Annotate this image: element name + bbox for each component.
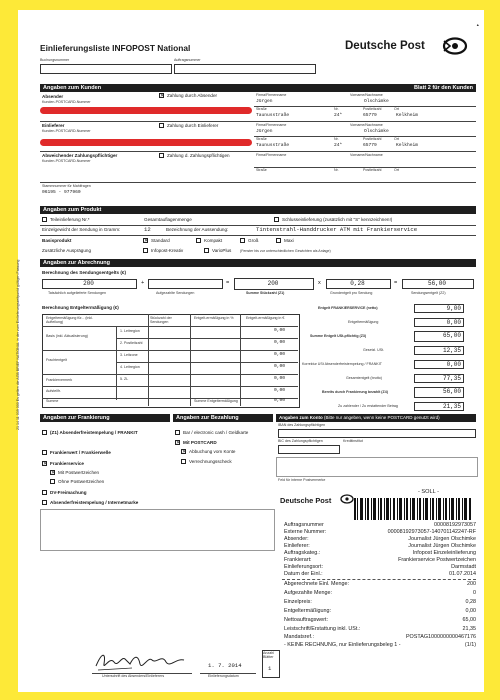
corner-mark: ▲ [476, 23, 480, 27]
deutsche-post-logo-text: Deutsche Post [345, 40, 425, 52]
maxi-checkbox[interactable] [276, 238, 281, 243]
stamm-value: 06195 - 977960 [42, 190, 81, 195]
kunden-bar-right: Blatt 2 für den Kunden [414, 85, 473, 91]
konto-bar-title: Angaben zum Konto [279, 415, 323, 420]
addr3-nr-label: Nr. [334, 168, 339, 172]
addr3-vorname-label: Vorname/Nachname [350, 153, 383, 157]
mit-postwert-checkbox[interactable]: ✕ [51, 470, 56, 476]
feld-intern-label: Feld für interne Postvermerke [278, 478, 326, 482]
cap-menge: Tatsächlich aufgelieferte Sendungen [48, 291, 106, 295]
ermaessigung-table [42, 314, 300, 408]
mit-postcard-label: Mit POSTCARD [183, 440, 217, 445]
receipt-label: Mandatsref.: [284, 634, 314, 640]
receipt-value: Infopost Einzeleinlieferung [412, 550, 476, 556]
addr1-nr-label: Nr. [334, 107, 339, 111]
addr2-plz: 65779 [363, 143, 377, 148]
addr3-ort-label: Ort [394, 168, 399, 172]
teileinlieferung-label: Teileinlieferung Nr.* [50, 217, 90, 222]
auftragsnummer-field[interactable] [174, 64, 316, 74]
absenderfrei-int-label: Absenderfreistempelung / Internetmarke [50, 500, 139, 505]
receipt-value: 0,28 [465, 599, 476, 605]
frankierwert-checkbox[interactable] [42, 450, 47, 455]
abbuchung-label: Abbuchung vom Konte [189, 449, 236, 454]
addr1-vorname-label: Vorname/Nachname [350, 93, 383, 97]
fine-print-block [40, 509, 275, 551]
abweichender-sub: Kunden-POSTCARD-Nummer [42, 159, 91, 163]
receipt-value: 0 [473, 590, 476, 596]
redaction-bar [40, 107, 252, 114]
bezeichnung-value: Tintenstrahl-Handdrucker ATM mit Frankierservice [256, 226, 418, 233]
gesamt-label: Gesamtauflagenmenge [144, 217, 192, 222]
row-name: 3. Leitzone [120, 353, 138, 357]
addr1-nr: 24* [334, 113, 343, 118]
ohne-postwert-label: Ohne Postwertzeichen [58, 479, 105, 484]
buchungsnummer-field[interactable] [40, 64, 172, 74]
col-ermaessigungsart: Entgeltermäßigung für... (inkl. Aufteilung) [46, 316, 93, 325]
addr1-ort: Kelkheim [396, 113, 419, 118]
addr2-nr-label: Nr. [334, 137, 339, 141]
basis-label: Basisprodukt [42, 238, 72, 243]
agb-text: Es gelten die AGB BRIEF NATIONAL in der zum Einlieferungszeitpunkt gültigen Fassung [16, 259, 20, 402]
teileinlieferung-checkbox[interactable] [42, 217, 47, 222]
konto-bar-note: (Bitte nur angeben, wenn keine POSTCARD genutzt wird) [324, 415, 440, 420]
kompakt-checkbox[interactable] [196, 238, 201, 243]
absender-label: Absender [42, 94, 64, 99]
receipt-label: Frankierart: [284, 557, 312, 563]
signature-caption: Unterschrift des Absenders/Einlieferers [102, 674, 165, 678]
row-euro: 0,00 [274, 376, 286, 381]
addr1-plz-label: Postleitzahl [363, 107, 382, 111]
row-name: 1. Leitregion [120, 329, 140, 333]
buchungsnummer-label: Buchungsnummer [40, 58, 70, 62]
total-label: Summe Entgelt USt-pflichtig (Z3) [310, 334, 367, 338]
iban-field[interactable] [278, 429, 476, 438]
kreditinstitut-label: Kreditinstitut [343, 439, 363, 443]
row-euro: 0,00 [274, 388, 286, 393]
einlieferer-label: Einlieferer [42, 123, 65, 128]
addr1-plz: 65779 [363, 113, 377, 118]
addr1-street: Taunusstraße [256, 113, 290, 118]
col-stueck: Stückzahl der Sendungen [150, 316, 172, 325]
entgelt-field[interactable]: 0,28 [326, 279, 391, 289]
barcode [354, 498, 474, 520]
cap-summe: Summe Stückzahl (Z1) [246, 291, 285, 295]
receipt-label: Auftragskateg.: [284, 550, 321, 556]
section-bar-abrechnung [40, 259, 476, 267]
receipt-value: POSTAG1000000000467176 [405, 634, 476, 640]
bic-field[interactable] [278, 445, 340, 454]
post-horn-icon [340, 494, 354, 504]
zahlung-dritte-checkbox[interactable] [159, 153, 164, 158]
standard-checkbox[interactable]: ✕ [144, 238, 149, 244]
post-horn-icon [442, 37, 468, 55]
total-label: Gesamtentgelt (brutto) [346, 376, 382, 380]
anzahl-label: Anzahl Blätter [263, 651, 274, 659]
schluss-checkbox[interactable] [274, 217, 279, 222]
receipt-value: 21,35 [462, 626, 476, 632]
addr1-last: Olschimke [364, 99, 389, 104]
total-label: Korrektur USt Absenderfreistempelung / FRANKIT [302, 362, 382, 366]
row-euro: 0,00 [274, 328, 286, 333]
row-euro: 0,00 [274, 340, 286, 345]
z-summe: Summe [46, 399, 59, 403]
bar-geld-label: Bar / electronic cash / Geldkarte [183, 430, 249, 435]
receipt-label: Externe Nummer: [284, 529, 327, 535]
receipt-label: Einlieferungsort: [284, 564, 323, 570]
section-bar-kunden [40, 84, 476, 92]
row-name: 2. Postleitzahl [120, 341, 143, 345]
einlieferungsdatum-value: 1. 7. 2014 [208, 662, 242, 669]
summe-field[interactable]: 200 [234, 278, 314, 290]
form-sheet [18, 10, 484, 692]
receipt-label: Entgeltermäßigung: [284, 608, 332, 614]
total-label: Zu zahlender / Zu erstattender Betrag [338, 404, 398, 408]
frankierservice-label: Frankierservice [50, 461, 84, 466]
row-name: 5. ZL [120, 377, 129, 381]
form-code: 21 14 11 039 000 [16, 402, 20, 430]
summe-ermaessigung-label: Summe Entgeltermäßigung [194, 399, 238, 403]
abbuchung-checkbox[interactable]: ✕ [182, 449, 187, 455]
receipt-value: 65,00 [462, 617, 476, 623]
receipt-value: 200 [467, 581, 476, 587]
total-value[interactable]: 0,00 [414, 360, 464, 369]
receipt-value: Journalist Jürgen Olschimke [408, 536, 476, 542]
total-value[interactable]: 65,00 [414, 331, 464, 342]
zahlung-einlieferer-label: Zahlung durch Einlieferer [167, 123, 219, 128]
einlieferer-sub: Kunden-POSTCARD-Nummer [42, 129, 91, 133]
dv-frei-checkbox[interactable] [42, 490, 47, 495]
addr1-strasse-label: Straße [256, 107, 267, 111]
total-label: Gesetzl. USt. [363, 348, 385, 352]
row-group: Frankiervermerk [46, 378, 73, 382]
addr1-firma-label: Firma/Firmenname [256, 93, 287, 97]
bic-label: BIC des Zahlungspflichtigen [278, 439, 323, 443]
kreativ-label: Infopost-Kreativ [151, 248, 184, 253]
total-label: Bereits durch Frankierung bezahlt (Z4) [322, 390, 388, 394]
times-sign: x [318, 280, 321, 286]
addr1-ort-label: Ort [394, 107, 399, 111]
absenderfrei-checkbox[interactable] [42, 430, 47, 435]
iban-label: IBAN des Zahlungspflichtigen [278, 423, 326, 427]
receipt-label: Einzelpreis: [284, 599, 312, 605]
total-value[interactable]: 9,00 [414, 304, 464, 313]
equals-sign-2: = [394, 280, 398, 286]
total-value[interactable]: 0,00 [414, 318, 464, 327]
row-group: Basis (inkl. Aktualisierung) [46, 334, 88, 338]
sendungsentgelt-field[interactable]: 56,00 [402, 279, 474, 289]
addr2-strasse-label: Straße [256, 137, 267, 141]
form-title: Einlieferungsliste INFOPOST National [40, 43, 191, 53]
total-label: Entgeltermäßigung [348, 320, 379, 324]
kreativ-checkbox[interactable] [143, 248, 148, 253]
side-text [16, 260, 20, 430]
addr2-ort: Kelkheim [396, 143, 419, 148]
frankierung-bar-title: Angaben zur Frankierung [43, 415, 110, 421]
zahlung-absender-checkbox[interactable]: ✕ [160, 93, 165, 99]
abweichender-label: Abweichender Zahlungspflichtiger [42, 153, 118, 158]
berechnung-label: Berechnung des Sendungsentgelts (€) [42, 270, 126, 275]
dv-frei-label: DV-Freimachung [50, 490, 87, 495]
verrechnung-label: Verrechnungsscheck [189, 459, 232, 464]
addr2-ort-label: Ort [394, 137, 399, 141]
absenderfrei-int-checkbox[interactable] [42, 500, 47, 505]
total-value[interactable]: 77,35 [414, 374, 464, 383]
mit-postcard-checkbox[interactable]: ✕ [176, 440, 181, 446]
row-euro: 0,00 [274, 364, 286, 369]
varioplus-label: VarioPlus [212, 248, 232, 253]
menge-field[interactable]: 200 [42, 279, 137, 289]
bezahlung-bar-title: Angaben zur Bezahlung [176, 415, 239, 421]
addr3-strasse-label: Straße [256, 168, 267, 172]
col-euro: Entgelt-ermäßigung in € [246, 316, 285, 320]
plus-sign: + [141, 280, 145, 286]
soll-label: - SOLL - [418, 489, 439, 495]
receipt-footer-page: (1/1) [464, 642, 476, 648]
kompakt-label: Kompakt [204, 238, 223, 243]
gross-checkbox[interactable] [240, 238, 245, 243]
addr2-last: Olschimke [364, 129, 389, 134]
receipt-label: Aufgezahlte Menge: [284, 590, 332, 596]
zahlung-einlieferer-checkbox[interactable] [159, 123, 164, 128]
receipt-label: Datum der Einl.: [284, 571, 323, 577]
stamm-label: Stammnummer für Mahlfragen [42, 184, 91, 188]
section-bar-frankierung [40, 414, 170, 422]
anzahl-value: 1 [268, 665, 272, 672]
addr3-plz-label: Postleitzahl [363, 168, 382, 172]
frankierservice-checkbox[interactable]: ✕ [43, 461, 48, 467]
signature-image [92, 650, 188, 672]
varioplus-checkbox[interactable] [204, 248, 209, 253]
auflief-field[interactable] [148, 279, 223, 289]
addr2-firma-label: Firma/Firmenname [256, 123, 287, 127]
abrechnung-bar-title: Angaben zur Abrechnung [43, 260, 111, 266]
ermaessigung-label: Berechnung Entgeltermäßigung (€) [42, 305, 119, 310]
standard-label: Standard [151, 238, 170, 243]
einlieferungsdatum-caption: Einlieferungsdatum [208, 674, 239, 678]
col-prozent: Entgelt-ermäßigung in % [194, 316, 234, 320]
produkt-bar-title: Angaben zum Produkt [43, 207, 102, 213]
equals-sign: = [226, 280, 230, 286]
gross-label: Groß [248, 238, 259, 243]
maxi-label: Maxi [284, 238, 294, 243]
total-value[interactable]: 56,00 [414, 387, 464, 398]
addr1-name: Jürgen [256, 99, 273, 104]
bar-geld-checkbox[interactable] [175, 430, 180, 435]
total-value[interactable]: 12,35 [414, 346, 464, 355]
addr3-firma-label: Firma/Firmenname [256, 153, 287, 157]
receipt-brand: Deutsche Post [280, 496, 332, 505]
receipt-label: Leistschrift/Erstattung inkl. USt.: [284, 626, 361, 632]
receipt-value: 01.07.2014 [449, 571, 476, 577]
receipt-label: Absender: [284, 536, 309, 542]
einzelgewicht-label: Einzelgewicht der Sendung in Gramm: [42, 227, 121, 232]
receipt-value: 00008192973057-140701142247-RF [387, 529, 476, 535]
total-label: Entgelt FRANKIERSERVICE (netto) [318, 306, 378, 310]
einzelgewicht-value: 12 [144, 226, 151, 233]
bezeichnung-label: Bezeichnung der Aussendung: [166, 227, 229, 232]
frankierwert-label: Frankierwert / Frankierwelle [50, 450, 111, 455]
receipt-footer: - KEINE RECHNUNG, nur Einlieferungsbeleg 1 - [284, 642, 401, 648]
receipt-label: Abgerechnete Einl. Menge: [284, 581, 350, 587]
section-bar-produkt [40, 206, 476, 214]
row-group: Frachtentgelt [46, 358, 67, 362]
total-value[interactable]: 21,35 [414, 402, 464, 411]
summe-ermaessigung-value: 0,00 [274, 398, 286, 403]
konto-fine-print [276, 457, 478, 477]
addr2-nr: 24* [334, 143, 343, 148]
mit-postwert-label: Mit Postwertzeichen [58, 470, 100, 475]
receipt-value: Frankierservice Postwertzeichen [398, 557, 476, 563]
receipt-label: Auftragsnummer [284, 522, 324, 528]
receipt-value: 0,00 [465, 608, 476, 614]
auftragsnummer-label: Auftragsnummer [174, 58, 201, 62]
row-group: Aufstellfr. [46, 389, 61, 393]
cap-entgelt: Grundentgelt pro Sendung [330, 291, 373, 295]
cap-auflief: Aufgezahlte Sendungen [156, 291, 195, 295]
receipt-label: Einlieferer: [284, 543, 310, 549]
verrechnung-checkbox[interactable] [181, 459, 186, 464]
addr2-street: Taunusstraße [256, 143, 290, 148]
section-bar-bezahlung [173, 414, 273, 422]
schluss-label: Schlusseinlieferung (zusätzlich mit "S" kennzeichnen!) [282, 217, 393, 222]
addr2-name: Jürgen [256, 129, 273, 134]
redaction-bar [40, 139, 252, 146]
absender-sub: Kunden-POSTCARD-Nummer [42, 100, 91, 104]
row-name: 4. Leitregion [120, 365, 140, 369]
row-euro: 0,00 [274, 352, 286, 357]
receipt-value: Darmstadt [451, 564, 476, 570]
zahlung-dritte-label: Zahlung d. Zahlungspflichtigen [167, 153, 230, 158]
zahlung-absender-label: Zahlung durch Absender [167, 93, 218, 98]
absenderfrei-label: (Z1) Absenderfreistempelung / FRANKIT [50, 430, 138, 435]
cap-sendungsentgelt: Sendungsentgelt (Z2) [411, 291, 446, 295]
ohne-postwert-checkbox[interactable] [50, 479, 55, 484]
addr2-vorname-label: Vorname/Nachname [350, 123, 383, 127]
zusatz-label: Zusätzliche Ausprägung [42, 248, 92, 253]
addr2-plz-label: Postleitzahl [363, 137, 382, 141]
receipt-value: Journalist Jürgen Olschimke [408, 543, 476, 549]
varioplus-note: (Fenster bis zur unterschiedlichen Gewichten als Anlage) [240, 249, 331, 253]
receipt-value: 00008192973057 [434, 522, 476, 528]
kunden-bar-title: Angaben zum Kunden [43, 85, 102, 91]
receipt-label: Nettoauftragswert: [284, 617, 329, 623]
section-bar-konto [276, 414, 476, 422]
